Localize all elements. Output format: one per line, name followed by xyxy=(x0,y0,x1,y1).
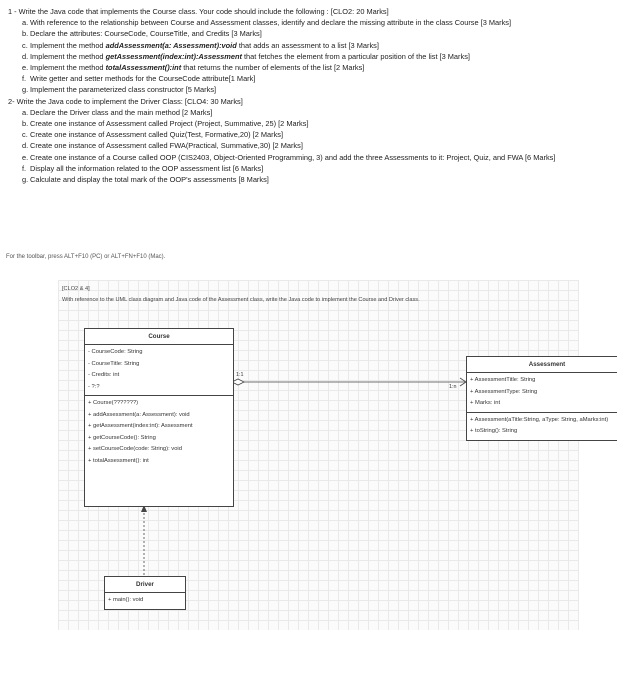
course-method: + getCourseCode(): String xyxy=(88,434,156,441)
q1-item-e: e. Implement the method totalAssessment():int that returns the number of elements of the list [2 Marks] xyxy=(22,63,365,73)
diagram-instruction: With reference to the UML class diagram and Java code of the Assessment class, write the Java code to implement the Course and Driver class. xyxy=(62,297,420,303)
course-attribute-missing: - ?:? xyxy=(88,383,100,390)
driver-method: + main(): void xyxy=(108,597,144,603)
q1-item-c: c. Implement the method addAssessment(a: Assessment):void that adds an assessment to a list [3 Marks] xyxy=(22,40,379,50)
driver-methods xyxy=(105,593,185,609)
assessment-methods xyxy=(467,413,617,440)
q1-item-g: g. Implement the parameterized class constructor [5 Marks] xyxy=(22,85,217,95)
course-class-box xyxy=(84,328,234,507)
course-method: + addAssessment(a: Assessment): void xyxy=(88,411,190,418)
course-methods xyxy=(85,396,233,469)
course-class-name: Course xyxy=(85,329,233,345)
assessment-attribute: + AssessmentType: String xyxy=(470,388,538,395)
course-attribute: - Credits: int xyxy=(88,372,120,378)
course-method: + setCourseCode(code: String): void xyxy=(88,446,182,452)
assessment-class-box xyxy=(466,356,617,441)
course-method: + Course(???????) xyxy=(88,400,139,406)
course-attributes xyxy=(85,345,233,396)
q1-item-d: d. Implement the method getAssessment(index:int):Assessment that fetches the element from a particular position of the list [3 Marks] xyxy=(22,51,470,61)
questions xyxy=(8,6,615,185)
q1-item-b: b. Declare the attributes: CourseCode, CourseTitle, and Credits [3 Marks] xyxy=(22,29,262,39)
question-1-heading: 1 - Write the Java code that implements the Course class. Your code should include the following : [CLO2: 20 Marks] xyxy=(8,7,389,16)
q2-item-d: d. Create one instance of Assessment called FWA(Practical, Summative,30) [2 Marks] xyxy=(22,141,303,151)
assessment-attribute: + AssessmentTitle: String xyxy=(470,377,536,383)
question-2-heading: 2- Write the Java code to implement the Driver Class: [CLO4: 30 Marks] xyxy=(8,96,243,106)
course-method: + getAssessment(index:int): Assessment xyxy=(88,423,193,429)
clo-label: [CLO2 & 4] xyxy=(62,286,90,292)
uml-diagram-image xyxy=(58,280,609,630)
driver-class-box xyxy=(104,576,186,610)
assessment-class-name: Assessment xyxy=(467,357,617,373)
q2-item-f: f. Display all the information related to the OOP assessment list [6 Marks] xyxy=(22,163,264,173)
assessment-attribute: + Marks: int xyxy=(470,400,501,406)
q1-item-a: a. With reference to the relationship between Course and Assessment classes, identify and declare the missing attribute in the class Course [3 Marks] xyxy=(22,18,512,28)
q2-item-e: e. Create one instance of a Course called OOP (CIS2403, Object-Oriented Programming, 3) and add the three Assessments to it: Project, Quiz, and FWA [6 Marks] xyxy=(22,152,556,162)
course-attribute: - CourseTitle: String xyxy=(88,360,140,367)
q2-item-c: c. Create one instance of Assessment called Quiz(Test, Formative,20) [2 Marks] xyxy=(22,130,284,140)
assessment-method: + toString(): String xyxy=(470,428,518,434)
assessment-method: + Assessment(aTitle:String, aType: String, aMarks:int) xyxy=(470,416,609,423)
toolbar-hint: For the toolbar, press ALT+F10 (PC) or ALT+FN+F10 (Mac). xyxy=(6,254,166,260)
q2-item-b: b. Create one instance of Assessment called Project (Project, Summative, 25) [2 Marks] xyxy=(22,119,309,129)
question-1 xyxy=(8,6,615,96)
q2-item-a: a. Declare the Driver class and the main method [2 Marks] xyxy=(22,107,213,117)
question-2 xyxy=(8,96,615,186)
multiplicity-course: 1:1 xyxy=(236,372,244,378)
driver-class-name: Driver xyxy=(105,577,185,593)
course-method: + totalAssessment(): int xyxy=(88,457,149,464)
assessment-attributes xyxy=(467,373,617,413)
course-attribute: - CourseCode: String xyxy=(88,349,143,355)
q2-item-g: g. Calculate and display the total mark of the OOP's assessments [8 Marks] xyxy=(22,175,269,185)
multiplicity-assessment: 1:n xyxy=(449,384,457,390)
q1-item-f: f. Write getter and setter methods for the CourseCode attribute[1 Mark] xyxy=(22,74,256,84)
